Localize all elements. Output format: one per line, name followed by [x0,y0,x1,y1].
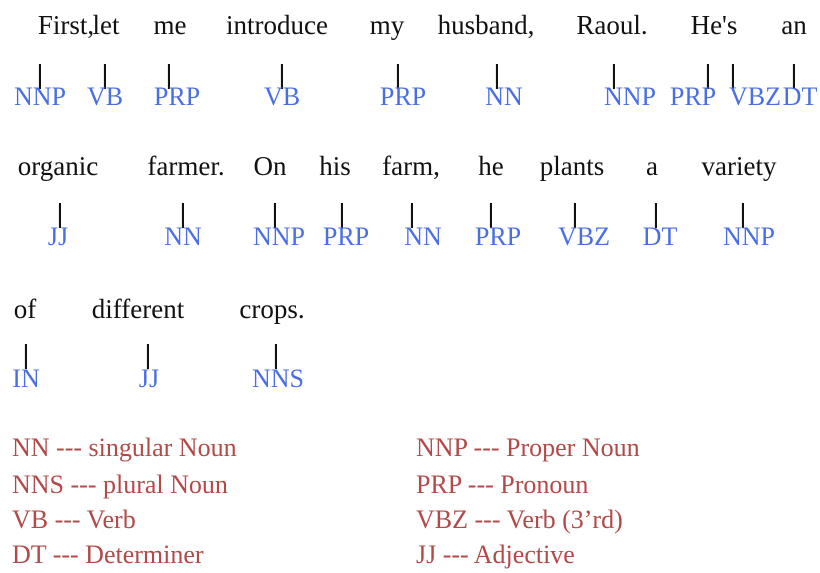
pos-tag: NNP [13,82,67,111]
connector-bar: | [100,60,110,89]
word-token: husband, [437,10,535,40]
word-token: of [13,294,37,324]
pos-tag: VB [263,82,301,111]
legend-entry: DT --- Determiner [12,540,204,569]
connector-bar: | [728,60,738,89]
word-token: a [646,151,658,181]
pos-tag: PRP [669,82,717,111]
connector-bar: | [570,199,580,228]
word-token: farmer. [147,151,225,181]
word-token: me [153,10,187,40]
word-token: Raoul. [576,10,648,40]
word-token: He's [690,10,738,40]
word-token: my [369,10,405,40]
legend-entry: NNS --- plural Noun [12,470,228,499]
connector-bar: | [393,60,403,89]
connector-bar: | [609,60,619,89]
pos-tag: VBZ [729,82,781,111]
pos-tag: NN [485,82,523,111]
connector-bar: | [789,60,799,89]
word-token: variety [701,151,777,181]
pos-tag: NNS [251,364,305,393]
pos-tag: NNP [722,222,776,251]
connector-bar: | [277,60,287,89]
connector-bar: | [178,199,188,228]
pos-tag: PRP [322,222,370,251]
connector-bar: | [270,199,280,228]
legend-entry: NNP --- Proper Noun [416,433,640,462]
legend-entry: PRP --- Pronoun [416,470,589,499]
connector-bar: | [164,60,174,89]
pos-tag: IN [12,364,40,393]
pos-tag: DT [642,222,678,251]
word-token: farm, [382,151,440,181]
word-token: let [92,10,120,40]
word-token: On [253,151,287,181]
word-token: organic [17,151,99,181]
word-token: First, [37,10,95,40]
pos-tag: NN [404,222,442,251]
word-token: crops. [239,294,305,324]
connector-bar: | [407,199,417,228]
word-token: introduce [226,10,328,40]
pos-tag: VB [86,82,124,111]
pos-tag: NNP [603,82,657,111]
word-token: an [781,10,807,40]
word-token: he [478,151,504,181]
pos-tag: JJ [47,222,69,251]
connector-bar: | [35,60,45,89]
word-token: different [91,294,185,324]
word-token: plants [539,151,605,181]
legend-entry: NN --- singular Noun [12,433,237,462]
legend-entry: VBZ --- Verb (3’rd) [416,505,623,534]
connector-bar: | [738,199,748,228]
pos-tag: NNP [252,222,306,251]
connector-bar: | [143,340,153,369]
pos-tag: DT [782,82,818,111]
pos-tag: NN [164,222,202,251]
connector-bar: | [337,199,347,228]
pos-tag: PRP [474,222,522,251]
connector-bar: | [55,199,65,228]
legend-entry: JJ --- Adjective [416,540,575,569]
connector-bar: | [486,199,496,228]
pos-tag: VBZ [558,222,610,251]
connector-bar: | [271,340,281,369]
pos-tag: PRP [153,82,201,111]
word-token: his [319,151,351,181]
connector-bar: | [703,60,713,89]
connector-bar: | [492,60,502,89]
pos-tag: PRP [379,82,427,111]
legend-entry: VB --- Verb [12,505,136,534]
connector-bar: | [651,199,661,228]
pos-tag: JJ [138,364,160,393]
connector-bar: | [21,340,31,369]
